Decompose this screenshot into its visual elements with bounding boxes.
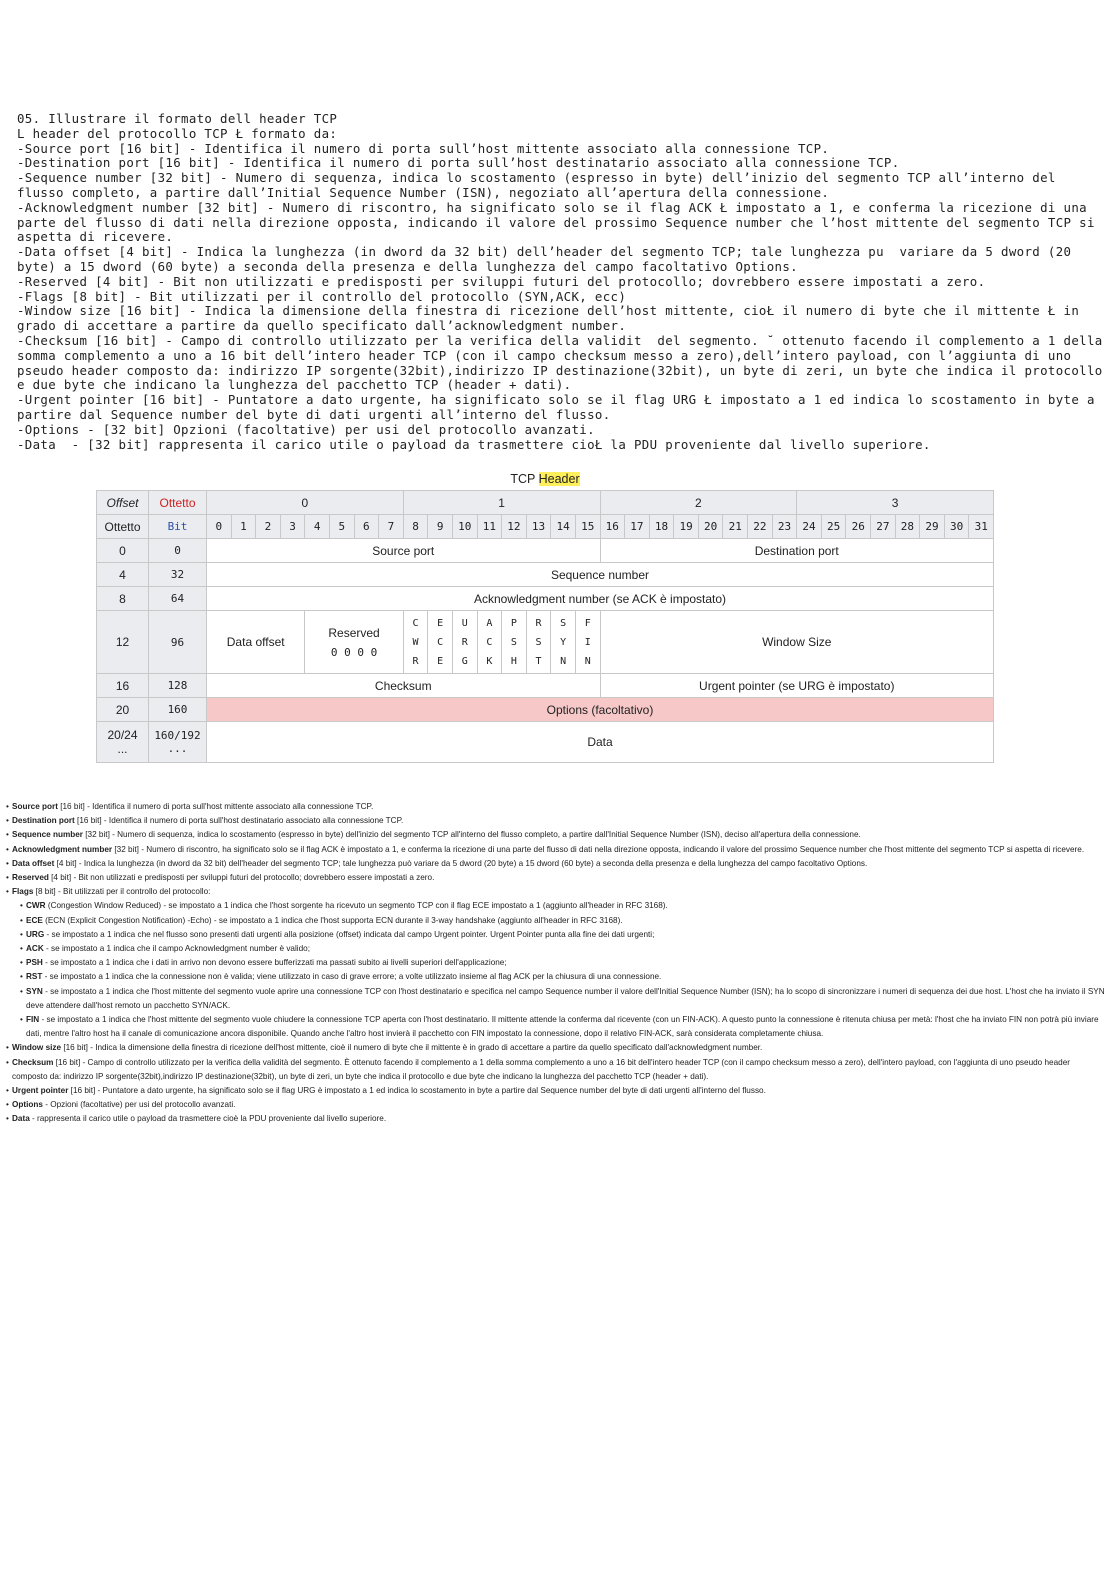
- text-line: -Sequence number [32 bit] - Numero di sequenza, indica lo scostamento (espresso in byte) dell’inizio del segmento TCP all’interno del: [17, 170, 1056, 186]
- field-description: (Congestion Window Reduced) - se impostato a 1 indica che l'host sorgente ha ricevuto un segmento TCP con il flag ECE impostato a 1 (aggiunto all'header in RFC 3168).: [45, 901, 668, 911]
- field-cell: Source port: [207, 539, 601, 563]
- flag-letter: E: [437, 655, 444, 667]
- flag-letter: G: [461, 655, 468, 667]
- field-name: PSH: [26, 958, 43, 968]
- field-name: Acknowledgment number: [12, 844, 113, 854]
- flag-letter: C: [412, 617, 419, 629]
- flag-letter: F: [584, 617, 591, 629]
- bit-number: 18: [649, 515, 674, 539]
- bit-number: 22: [748, 515, 773, 539]
- field-description: - Bit utilizzati per il controllo del protocollo:: [55, 887, 211, 897]
- field-description: (ECN (Explicit Congestion Notification) -Echo) - se impostato a 1 indica che l'host supporta ECN durante il 3-way handshake (aggiunto all'header in RFC 3168).: [42, 915, 623, 925]
- flag-letter: P: [510, 617, 517, 629]
- field-bits: [16 bit]: [68, 1086, 96, 1096]
- field-cell: Data: [207, 722, 994, 763]
- row-bit-value: 32: [170, 568, 185, 581]
- field-name: Urgent pointer: [12, 1086, 69, 1096]
- table-row: [97, 611, 994, 674]
- row-bit: [149, 587, 207, 611]
- field-cell: Window Size: [600, 611, 994, 674]
- row-offset-ellipsis: ...: [117, 742, 128, 756]
- field-description: - Numero di riscontro, ha significato solo se il flag ACK è impostato a 1, e conferma la ricezione di una parte del flusso di dati nella direzione opposta, indicando il valore del prossimo Sequence number che l'host mittente del segmento TCP si aspetta di ricevere.: [138, 844, 1085, 854]
- field-bits: [16 bit]: [74, 816, 102, 826]
- field-name: Reserved: [12, 873, 49, 883]
- row-bit-value: 128: [167, 679, 188, 692]
- row-offset: [97, 674, 149, 698]
- bit-number: 1: [231, 515, 256, 539]
- list-item: [6, 1084, 1106, 1098]
- octet-number: 2: [600, 491, 797, 515]
- row-offset-value: 20: [115, 702, 130, 717]
- field-bits: [8 bit]: [33, 887, 56, 897]
- field-cell: Checksum: [207, 674, 601, 698]
- text-line: L header del protocollo TCP Ł formato da:: [17, 125, 338, 141]
- flag-letter: S: [510, 636, 517, 648]
- text-line: -Destination port [16 bit] - Identifica il numero di porta sull’host destinatario associato alla connessione TCP.: [17, 155, 900, 171]
- table-row: [97, 563, 994, 587]
- text-line: parte del flusso di dati nella direzione opposta, indicando il valore del prossimo Sequence number che l’host mittente del segmento TCP si: [17, 214, 1095, 230]
- list-item: [6, 828, 1106, 842]
- list-item: [6, 800, 1106, 814]
- ottetto-header: Ottetto: [149, 491, 207, 515]
- reserved-bits: 0 0 0 0: [330, 645, 378, 659]
- row-bit: [149, 698, 207, 722]
- field-name: Data offset: [12, 858, 55, 868]
- field-name: ACK: [26, 944, 44, 954]
- caption-highlight: Header: [538, 472, 580, 486]
- bit-number: 21: [723, 515, 748, 539]
- options-cell: Options (facoltativo): [207, 698, 994, 722]
- text-line: somma complemento a uno a 16 bit dell’intero header TCP (con il campo checksum messo a zero),dell’intero payload, con l’aggiunta di uno: [17, 347, 1072, 363]
- bit-number: 10: [452, 515, 477, 539]
- list-item: [6, 1112, 1106, 1126]
- field-description: - Indica la lunghezza (in dword da 32 bit) dell'header del segmento TCP; tale lunghezza può variare da 5 dword (20 byte) a 15 dword (60 byte) a seconda della presenza e della lunghezza del campo facoltativo Options.: [76, 858, 868, 868]
- text-line: pseudo header composto da: indirizzo IP sorgente(32bit),indirizzo IP destinazione(32bit), un byte di zeri, un byte che indica il protocollo: [17, 362, 1103, 378]
- row-bit-value: 0: [174, 544, 181, 557]
- bit-number: 9: [428, 515, 453, 539]
- list-item: [6, 970, 1106, 984]
- text-line: -Data offset [4 bit] - Indica la lunghezza (in dword da 32 bit) dell’header del segmento TCP; tale lunghezza pu variare da 5 dword (20: [17, 244, 1072, 260]
- table-row: [97, 587, 994, 611]
- text-line: -Source port [16 bit] - Identifica il numero di porta sull’host mittente associato alla connessione TCP.: [17, 140, 830, 156]
- row-bit: [149, 674, 207, 698]
- row-offset: [97, 587, 149, 611]
- field-description-list: [6, 800, 1106, 1127]
- flag-letter: U: [461, 617, 468, 629]
- field-name: FIN: [26, 1015, 40, 1025]
- list-item: [6, 956, 1106, 970]
- field-name: Destination port: [12, 816, 75, 826]
- row-offset-value: 8: [119, 591, 126, 606]
- field-name: Options: [12, 1100, 43, 1110]
- bit-number: 24: [797, 515, 822, 539]
- list-item: [6, 985, 1106, 1013]
- flag-letter: S: [560, 617, 567, 629]
- bit-number: 7: [379, 515, 404, 539]
- bit-number: 29: [920, 515, 945, 539]
- field-bits: [32 bit]: [112, 844, 139, 854]
- row-offset: [97, 722, 149, 763]
- row-bit-value: 96: [170, 635, 185, 649]
- bit-number: 4: [305, 515, 330, 539]
- table-row: [97, 491, 994, 515]
- flag-letter: K: [486, 655, 493, 667]
- field-bits: [32 bit]: [82, 830, 110, 840]
- field-description: - se impostato a 1 indica che il campo Acknowledgment number è valido;: [43, 944, 310, 954]
- field-name: ECE: [26, 915, 43, 925]
- field-description: - Numero di sequenza, indica lo scostamento (espresso in byte) dell'inizio del segmento TCP all'interno del flusso completo, a partire dall'Initial Sequence Number (ISN), deciso all'apertura della connessione.: [109, 830, 861, 840]
- text-line: -Flags [8 bit] - Bit utilizzati per il controllo del protocollo (SYN,ACK, ecc): [17, 288, 627, 304]
- row-bit: [149, 722, 207, 763]
- row-offset: [97, 563, 149, 587]
- field-bits: [4 bit]: [48, 873, 72, 883]
- bit-number: 20: [698, 515, 723, 539]
- row-offset: [97, 698, 149, 722]
- field-description: - se impostato a 1 indica che la connessione non è valida; viene utilizzato in caso di grave errore; a volte utilizzato insieme al flag ACK per la chiusura di una connessione.: [42, 972, 662, 982]
- row-bit: [149, 611, 207, 674]
- flag-letter: R: [535, 617, 542, 629]
- bit-number: 31: [969, 515, 994, 539]
- row-bit-value: 160/192: [154, 729, 201, 742]
- bit-number: 8: [403, 515, 428, 539]
- list-item: [6, 885, 1106, 899]
- row-bit-value: 64: [170, 592, 185, 605]
- flag-cell: [477, 611, 502, 674]
- list-item: [6, 843, 1106, 857]
- bit-number: 16: [600, 515, 625, 539]
- table-row: [97, 698, 994, 722]
- field-name: RST: [26, 972, 43, 982]
- bit-number: 13: [526, 515, 551, 539]
- row-offset-value: 4: [119, 567, 126, 582]
- text-line: partire dal Sequence number del byte di dati urgenti all’interno del flusso.: [17, 406, 611, 422]
- text-line: -Checksum [16 bit] - Campo di controllo utilizzato per la verifica della validit del segmento. ˘ ottenuto facendo il complemento a 1 della: [17, 332, 1103, 348]
- row-offset-value: 0: [119, 543, 126, 558]
- field-description: - Opzioni (facoltative) per usi del protocollo avanzati.: [42, 1100, 236, 1110]
- list-item: [6, 1013, 1106, 1041]
- field-cell: Data offset: [207, 611, 305, 674]
- list-item: [6, 899, 1106, 913]
- field-description: - se impostato a 1 indica che nel flusso sono presenti dati urgenti alla posizione (offset) indicata dal campo Urgent pointer. Urgent Pointer punta alla fine dei dati urgenti;: [44, 929, 655, 939]
- text-line: -Window size [16 bit] - Indica la dimensione della finestra di ricezione dell’host mittente, cioŁ il numero di byte che il mittente Ł in: [17, 303, 1080, 319]
- bit-number: 26: [846, 515, 871, 539]
- text-line: -Options - [32 bit] Opzioni (facoltative) per usi del protocollo avanzati.: [17, 421, 595, 437]
- list-item: [6, 871, 1106, 885]
- flag-letter: Y: [560, 636, 567, 648]
- flag-letter: I: [584, 636, 591, 648]
- table-row: [97, 539, 994, 563]
- field-cell: Acknowledgment number (se ACK è impostato): [207, 587, 994, 611]
- flag-letter: E: [437, 617, 444, 629]
- bit-number: 28: [895, 515, 920, 539]
- flag-letter: N: [560, 655, 567, 667]
- row-offset: [97, 539, 149, 563]
- text-line: flusso completo, a partire dall’Initial Sequence Number (ISN), negoziato all’apertura della connessione.: [17, 184, 830, 200]
- field-name: Checksum: [12, 1057, 54, 1067]
- text-line: grado di accettare a partire da quello specificato dall’acknowledgment number.: [17, 318, 627, 334]
- field-description: - Identifica il numero di porta sull'host mittente associato alla connessione TCP.: [84, 802, 374, 811]
- table-caption: [96, 472, 994, 486]
- field-description: - se impostato a 1 indica che l'host mittente del segmento vuole aprire una connessione TCP con l'host destinatario e specifica nel campo Sequence number il valore dell'Initial Sequence Number (ISN); ha lo scopo di sincronizzare i numeri di sequenza dei due host. L'host che ha inviato il SYN deve attendere dall'host remoto un pacchetto SYN/ACK.: [26, 986, 1105, 1010]
- flag-letter: C: [437, 636, 444, 648]
- bit-number: 0: [207, 515, 232, 539]
- text-line: -Data - [32 bit] rappresenta il carico utile o payload da trasmettere cioŁ la PDU proveniente dal livello superiore.: [17, 436, 931, 452]
- bit-number: 14: [551, 515, 576, 539]
- field-cell: Destination port: [600, 539, 994, 563]
- field-bits: [4 bit]: [54, 858, 77, 868]
- flag-cell: [575, 611, 600, 674]
- field-name: Sequence number: [12, 830, 83, 840]
- ottetto-label: Ottetto: [97, 515, 149, 539]
- row-offset-value: 12: [115, 635, 130, 649]
- bit-number: 11: [477, 515, 502, 539]
- bit-number: 27: [871, 515, 896, 539]
- flag-cell: [502, 611, 527, 674]
- table-row: [97, 722, 994, 763]
- text-line: -Reserved [4 bit] - Bit non utilizzati e predisposti per sviluppi futuri del protocollo; dovrebbero essere impostati a zero.: [17, 273, 986, 289]
- caption-prefix: TCP: [510, 472, 539, 486]
- flag-letter: A: [486, 617, 493, 629]
- reserved-label: Reserved: [328, 625, 380, 640]
- text-line: 05. Illustrare il formato dell header TCP: [17, 111, 338, 126]
- bit-label: Bit: [149, 515, 207, 539]
- field-description: - se impostato a 1 indica che i dati in arrivo non devono essere bufferizzati ma passati subito ai livelli superiori dell'applicazione;: [42, 958, 507, 968]
- list-item: [6, 1041, 1106, 1055]
- field-description: - Indica la dimensione della finestra di ricezione dell'host mittente, cioè il numero di byte che il mittente è in grado di accettare a partire da quello specificato dall'acknowledgment number.: [87, 1043, 763, 1053]
- row-bit-value: 160: [167, 703, 188, 716]
- bit-number: 5: [329, 515, 354, 539]
- flag-letter: W: [412, 636, 419, 648]
- row-offset-value: 16: [115, 678, 130, 693]
- tcp-header-table: [96, 490, 994, 763]
- field-name: Window size: [12, 1043, 62, 1053]
- row-offset: [97, 611, 149, 674]
- list-item: [6, 857, 1106, 871]
- flag-letter: R: [461, 636, 468, 648]
- field-cell: Urgent pointer (se URG è impostato): [600, 674, 994, 698]
- field-description: - rappresenta il carico utile o payload da trasmettere cioè la PDU proveniente dal livello superiore.: [29, 1114, 387, 1124]
- row-bit: [149, 539, 207, 563]
- field-description: - Bit non utilizzati e predisposti per sviluppi futuri del protocollo; dovrebbero essere impostati a zero.: [71, 873, 435, 883]
- bit-number: 15: [575, 515, 600, 539]
- list-item: [6, 1056, 1106, 1084]
- field-bits: [16 bit]: [53, 1057, 81, 1067]
- field-description: - Identifica il numero di porta sull'host destinatario associato alla connessione TCP.: [101, 816, 404, 826]
- list-item: [6, 1098, 1106, 1112]
- list-item: [6, 814, 1106, 828]
- octet-number: 1: [403, 491, 600, 515]
- list-item: [6, 914, 1106, 928]
- text-line: -Acknowledgment number [32 bit] - Numero di riscontro, ha significato solo se il flag ACK Ł impostato a 1, e conferma la ricezione di una: [17, 199, 1087, 215]
- flag-letter: C: [486, 636, 493, 648]
- field-bits: [16 bit]: [61, 1043, 88, 1053]
- row-bit-ellipsis: ...: [167, 742, 188, 755]
- bit-number: 17: [625, 515, 650, 539]
- flag-letter: N: [584, 655, 591, 667]
- bit-number: 23: [772, 515, 797, 539]
- text-line: -Urgent pointer [16 bit] - Puntatore a dato urgente, ha significato solo se il flag URG Ł impostato a 1 ed indica lo scostamento in byte a: [17, 392, 1095, 408]
- text-line: e due byte che indicano la lunghezza del pacchetto TCP (header + dati).: [17, 377, 572, 393]
- list-item: [6, 928, 1106, 942]
- field-name: Flags: [12, 887, 34, 897]
- field-description: - Puntatore a dato urgente, ha significato solo se il flag URG è impostato a 1 ed indica lo scostamento in byte a partire dal Sequence number del byte di dati urgenti all'interno del flusso.: [95, 1086, 766, 1096]
- field-name: URG: [26, 929, 45, 939]
- field-description: - Campo di controllo utilizzato per la verifica della validità del segmento. È ottenuto facendo il complemento a 1 della somma complemento a uno a 16 bit dell'intero header TCP (con il campo checksum messo a zero), dell'intero payload, con l'aggiunta di uno pseudo header composto da: indirizzo IP sorgente(32bit),indirizzo IP destinazione(32bit), un byte di zeri, un byte che indica il protocollo e due byte che indicano la lunghezza del pacchetto TCP (header + dati).: [12, 1057, 1070, 1081]
- table-row: [97, 515, 994, 539]
- bit-number: 25: [821, 515, 846, 539]
- flag-cell: [403, 611, 428, 674]
- field-name: CWR: [26, 901, 46, 911]
- flag-letter: S: [535, 636, 542, 648]
- bit-number: 19: [674, 515, 699, 539]
- reserved-cell: [305, 611, 403, 674]
- bit-number: 2: [256, 515, 281, 539]
- field-description: - se impostato a 1 indica che l'host mittente del segmento vuole chiudere la connessione TCP aperta con l'host destinatario. Il mittente attende la conferma dal ricevente (con un FIN-ACK). A questo punto la connessione è ritenuta chiusa per metà: l'host che ha inviato FIN non potrà più inviare dati, mentre l'altro host ha il canale di comunicazione ancora disponibile. Quando anche l'altro host invierà il pacchetto con FIN impostato la connessione, dopo il relativo FIN-ACK, sarà considerata completamente chiusa.: [26, 1015, 1099, 1039]
- notes-text-block: [17, 112, 1107, 452]
- bit-number: 6: [354, 515, 379, 539]
- flag-cell: [428, 611, 453, 674]
- octet-number: 0: [207, 491, 404, 515]
- octet-number: 3: [797, 491, 994, 515]
- table-row: [97, 674, 994, 698]
- flag-cell: [452, 611, 477, 674]
- flag-cell: [551, 611, 576, 674]
- flag-cell: [526, 611, 551, 674]
- field-cell: Sequence number: [207, 563, 994, 587]
- field-name: Data: [12, 1114, 30, 1124]
- text-line: byte) a 15 dword (60 byte) a seconda della presenza e della lunghezza del campo facoltativo Options.: [17, 258, 798, 274]
- field-name: Source port: [12, 802, 58, 811]
- offset-header: Offset: [97, 491, 149, 515]
- bit-number: 3: [280, 515, 305, 539]
- row-offset-value: 20/24: [107, 728, 138, 742]
- field-name: SYN: [26, 986, 43, 996]
- bit-number: 30: [944, 515, 969, 539]
- flag-letter: T: [535, 655, 542, 667]
- text-line: aspetta di ricevere.: [17, 229, 174, 245]
- field-bits: [16 bit]: [57, 802, 85, 811]
- bit-number: 12: [502, 515, 527, 539]
- list-item: [6, 942, 1106, 956]
- row-bit: [149, 563, 207, 587]
- flag-letter: R: [412, 655, 419, 667]
- flag-letter: H: [510, 655, 517, 667]
